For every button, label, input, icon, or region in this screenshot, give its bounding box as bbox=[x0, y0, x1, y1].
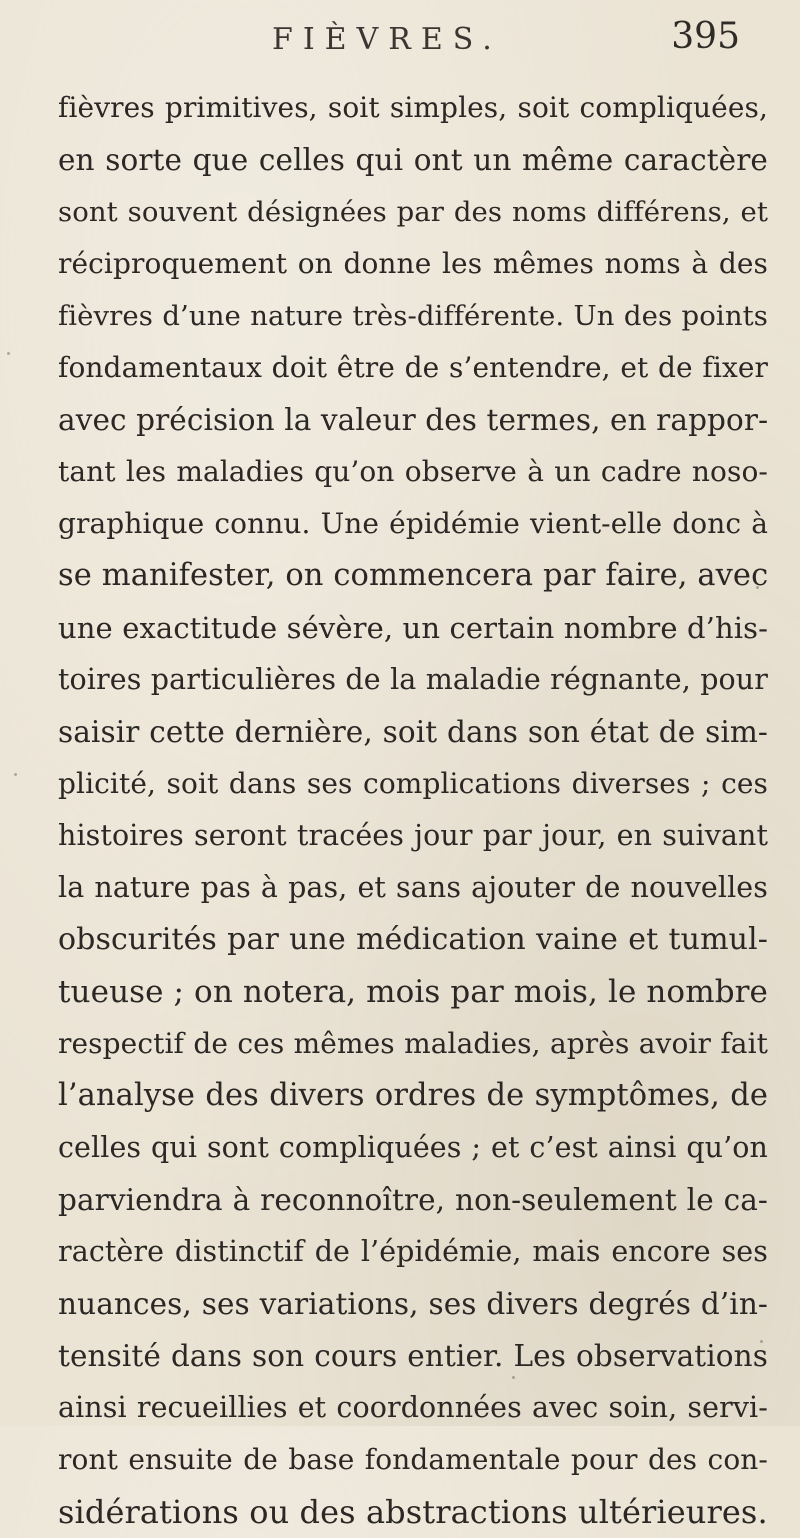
text-line: fièvres primitives, soit simples, soit compliquées, bbox=[58, 91, 768, 124]
text-line: la nature pas à pas, et sans ajouter de nouvelles bbox=[58, 871, 768, 904]
text-line: fièvres d’une nature très-différente. Un des points bbox=[58, 300, 768, 332]
paper-speck bbox=[756, 586, 759, 589]
text-line: ainsi recueillies et coordonnées avec soin, servi- bbox=[58, 1391, 768, 1424]
running-title: FIÈVRES. bbox=[272, 22, 502, 57]
body-text bbox=[58, 82, 768, 1538]
text-line: histoires seront tracées jour par jour, en suivant bbox=[58, 819, 768, 852]
text-line: ractère distinctif de l’épidémie, mais encore ses bbox=[58, 1235, 768, 1268]
text-line: toires particulières de la maladie régnante, pour bbox=[58, 663, 768, 696]
text-line: en sorte que celles qui ont un même caractère bbox=[58, 143, 768, 177]
text-line: sont souvent désignées par des noms différens, et bbox=[58, 196, 768, 228]
paper-speck bbox=[14, 773, 17, 776]
text-line: l’analyse des divers ordres de symptômes, de bbox=[58, 1078, 768, 1113]
text-line: ront ensuite de base fondamentale pour des con- bbox=[58, 1443, 768, 1476]
text-line: graphique connu. Une épidémie vient-elle donc à bbox=[58, 507, 768, 540]
text-line: plicité, soit dans ses complications diverses ; ces bbox=[58, 767, 768, 800]
text-line: obscurités par une médication vaine et tumul- bbox=[58, 922, 768, 957]
text-line: tensité dans son cours entier. Les observations bbox=[58, 1339, 768, 1373]
text-line: avec précision la valeur des termes, en rappor- bbox=[58, 403, 769, 437]
text-line: fondamentaux doit être de s’entendre, et de fixer bbox=[58, 351, 768, 384]
text-line: tant les maladies qu’on observe à un cadre noso- bbox=[58, 455, 768, 488]
text-line: saisir cette dernière, soit dans son état de sim- bbox=[58, 715, 768, 749]
text-line: nuances, ses variations, ses divers degrés d’in- bbox=[58, 1287, 768, 1321]
running-head bbox=[60, 10, 760, 66]
paper-speck bbox=[7, 352, 10, 355]
text-line: tueuse ; on notera, mois par mois, le nombre bbox=[58, 974, 768, 1010]
text-line: se manifester, on commencera par faire, avec bbox=[58, 558, 769, 593]
text-line: parviendra à reconnoître, non-seulement le ca- bbox=[58, 1183, 768, 1217]
text-line: une exactitude sévère, un certain nombre d’his- bbox=[58, 611, 768, 645]
text-line: celles qui sont compliquées ; et c’est ainsi qu’on bbox=[58, 1131, 768, 1164]
paper-speck bbox=[512, 1376, 515, 1379]
paper-speck bbox=[760, 1340, 763, 1343]
text-line: respectif de ces mêmes maladies, après avoir fait bbox=[58, 1027, 768, 1060]
page-number: 395 bbox=[671, 16, 740, 57]
text-line: réciproquement on donne les mêmes noms à des bbox=[58, 247, 768, 280]
text-line: sidérations ou des abstractions ultérieures. bbox=[58, 1493, 768, 1531]
